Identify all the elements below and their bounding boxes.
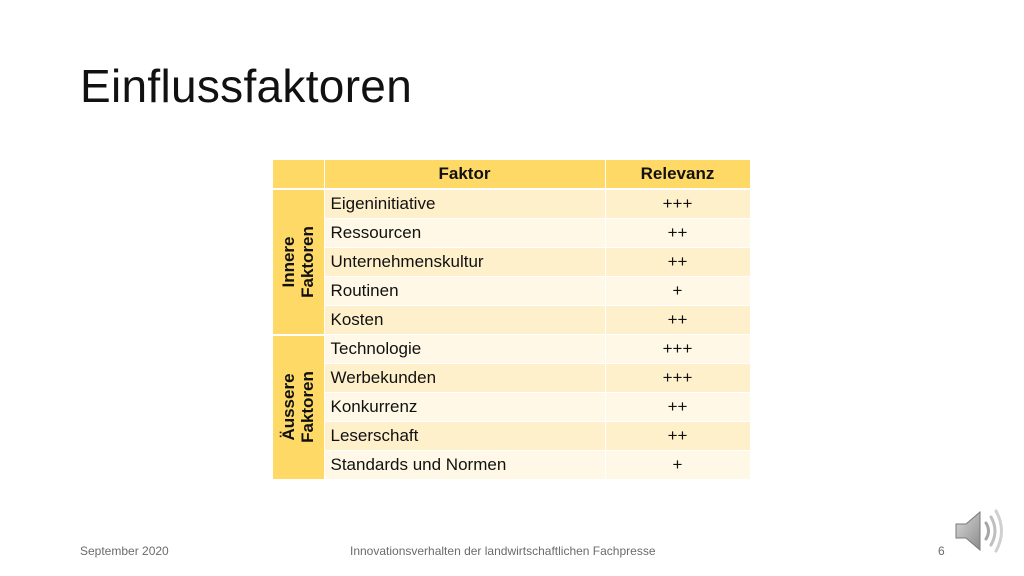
table-row bbox=[273, 422, 750, 451]
factor-cell: Technologie bbox=[324, 335, 605, 364]
table-row bbox=[273, 451, 750, 480]
table-row bbox=[273, 277, 750, 306]
relevance-cell: ++ bbox=[605, 306, 750, 335]
relevance-cell: +++ bbox=[605, 364, 750, 393]
footer-title: Innovationsverhalten der landwirtschaftlichen Fachpresse bbox=[350, 544, 656, 558]
speaker-icon[interactable] bbox=[952, 506, 1008, 556]
group-cell-inner bbox=[273, 189, 324, 335]
factor-cell: Konkurrenz bbox=[324, 393, 605, 422]
table-row bbox=[273, 364, 750, 393]
group-label-inner bbox=[279, 226, 317, 298]
page-number: 6 bbox=[938, 544, 945, 558]
speaker-icon-graphic bbox=[952, 506, 1008, 556]
table-row bbox=[273, 306, 750, 335]
header-group bbox=[273, 160, 324, 189]
factor-cell: Kosten bbox=[324, 306, 605, 335]
group-label-line1: Äussere bbox=[279, 373, 299, 441]
header-factor: Faktor bbox=[324, 160, 605, 189]
relevance-cell: +++ bbox=[605, 335, 750, 364]
factor-cell: Ressourcen bbox=[324, 219, 605, 248]
factor-cell: Routinen bbox=[324, 277, 605, 306]
slide-title: Einflussfaktoren bbox=[80, 60, 413, 112]
factor-cell: Leserschaft bbox=[324, 422, 605, 451]
factor-cell: Unternehmenskultur bbox=[324, 248, 605, 277]
table-row bbox=[273, 189, 750, 219]
table-row bbox=[273, 335, 750, 364]
group-label-outer bbox=[279, 371, 317, 443]
table-row bbox=[273, 219, 750, 248]
factor-cell: Eigeninitiative bbox=[324, 189, 605, 219]
relevance-cell: +++ bbox=[605, 189, 750, 219]
relevance-cell: ++ bbox=[605, 248, 750, 277]
group-label-line1: Innere bbox=[279, 236, 299, 288]
relevance-cell: ++ bbox=[605, 393, 750, 422]
group-cell-outer bbox=[273, 335, 324, 480]
factors-table bbox=[273, 160, 751, 481]
footer-date: September 2020 bbox=[80, 544, 169, 558]
factors-table-container bbox=[273, 160, 750, 481]
factor-cell: Werbekunden bbox=[324, 364, 605, 393]
table-header-row bbox=[273, 160, 750, 189]
group-label-line2: Faktoren bbox=[298, 225, 318, 298]
table-row bbox=[273, 393, 750, 422]
factor-cell: Standards und Normen bbox=[324, 451, 605, 480]
relevance-cell: ++ bbox=[605, 219, 750, 248]
relevance-cell: + bbox=[605, 451, 750, 480]
header-relevance: Relevanz bbox=[605, 160, 750, 189]
table-row bbox=[273, 248, 750, 277]
relevance-cell: + bbox=[605, 277, 750, 306]
relevance-cell: ++ bbox=[605, 422, 750, 451]
group-label-line2: Faktoren bbox=[298, 371, 318, 443]
